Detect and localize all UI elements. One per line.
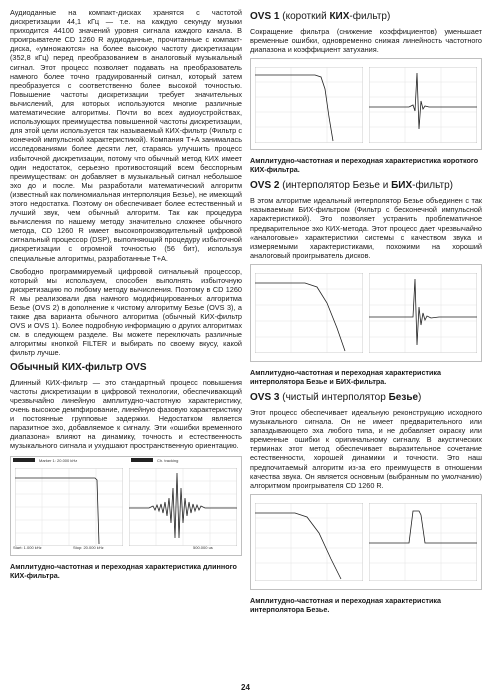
- plot-footer-start: Start: 1.000 kHz: [13, 545, 42, 551]
- ovs1-caption: Амплитудно-частотная и переходная характеристика короткого КИХ-фильтра.: [250, 156, 479, 175]
- ovs3-plot: [250, 494, 482, 590]
- ovs1-plot: [250, 58, 482, 150]
- ovs3-frequency-response: [255, 503, 363, 581]
- fir-frequency-response: [15, 468, 123, 546]
- plot-header-tracking: Ch. tracking: [157, 458, 179, 464]
- fir-plot: [10, 456, 242, 556]
- plot-footer-time: 500.000 us: [193, 545, 213, 551]
- ovs1-impulse-response: [369, 67, 477, 143]
- ovs2-paragraph: В этом алгоритме идеальный интерполятор Безье объединен с так называемым БИХ-фильтром (Фильтр с бесконечной импульсной характеристикой). Это позволяет устранить проблематичное предварительное эхо КИХ-метода. Этот процесс дает чрезвычайно «аналоговые» характеристики системы с качеством звука и измеряемыми характеристиками, похожими на хороший аналоговый проигрыватель дисков.: [250, 196, 482, 260]
- dsp-paragraph: Свободно программируемый цифровой сигнальный процессор, который мы используем, способен выполнять избыточную дискретизацию по любому методу вычисления. Поэтому в CD 1260 R мы реализовали два намного модифицированных алгоритма Безье (OVS 2) в дополнение к чистому алгоритму Безье (OVS 3), а также два варианта обычного алгоритма (обычный КИХ-фильтр OVS и OVS 1). Более подробную информацию о других алгоритмах см. в следующем разделе. Вы можете переключать различные алгоритмы кнопкой FILTER и выбирать по своему вкусу, какой фильтр лучше.: [10, 266, 242, 358]
- fir-impulse-response: [129, 468, 237, 546]
- section-heading-ovs3: OVS 3 (чистый интерполятор Безье): [250, 391, 422, 403]
- fir-caption: Амплитудно-частотная и переходная характеристика длинного КИХ-фильтра.: [10, 562, 237, 581]
- intro-paragraph: Аудиоданные на компакт-дисках хранятся с частотой дискретизации 44,1 кГц — т.е. на каждую секунду музыки приходится 44100 значений уровня сигнала каждого канала. В проигрывателе CD 1260 R аудиоданные, прочитанные с компакт-диска, «умножаются» на более высокую частоту дискретизации (352,8 кГц) перед преобразованием в аналоговый музыкальный сигнал. Этот процесс позволяет подавать на преобразователь намного более точно градуированный сигнал, который затем преобразуется с соответственно более высокой точностью. Повышение частоты дискретизации требует значительных вычислений, для которых используются многие различные математические алгоритмы. Почти во всех аудиоустройствах, использующих преимущества повышенной частоты дискретизации, для этой цели используется так называемый КИХ-фильтр (Фильтр с конечной импульсной характеристикой). Компания T+A занималась исследованиями более десяти лет, стараясь улучшить процесс избыточной дискретизации, потому что обычный метод КИХ имеет один недостаток, серьезно противостоящий всем бесспорным преимуществам: он добавляет в музыкальный сигнал небольшое эхо до и после. Мы разработали математический алгоритм (известный как полиномиальная интерполяция Безье), не имеющий этого недостатка. Поэтому он обеспечивает более естественный и лучший звук, чем обычный алгоритм. Так как процедура вычисления по нашему методу значительно сложнее обычного метода, CD 1260 R имеет высокопроизводительный цифровой сигнальный процессор (DSP), выполняющий процедуру избыточной дискретизации с огромной точностью (56 бит), используя специальные алгоритмы, разработанные T+A.: [10, 8, 242, 263]
- fir-paragraph: Длинный КИХ-фильтр — это стандартный процесс повышения частоты дискретизации в цифровой технологии, обеспечивающий чрезвычайно линейную амплитудно-частотную характеристику, очень высокое демпфирование, линейную фазовую характеристику и постоянные групповые задержки. Недостатком является паразитное эхо, добавляемое к сигналу. Эти «ошибки временного диапазона» влияют на динамику, точность и естественность музыкального сигнала и ухудшают пространственную ориентацию.: [10, 377, 242, 451]
- right-column: [250, 8, 482, 620]
- ovs2-impulse-response: [369, 273, 477, 353]
- ovs2-caption: Амплитудно-частотная и переходная характеристика интерполятора Безье и БИХ-фильтра.: [250, 367, 441, 386]
- plot-header-marker: Marker 1: 20.000 kHz: [39, 458, 78, 464]
- ovs1-paragraph: Сокращение фильтра (снижение коэффициентов) уменьшает временные ошибки, одновременно снижая линейность частотного диапазона и коэффициент затухания.: [250, 27, 482, 55]
- plot-footer-stop: Stop: 20.000 kHz: [73, 545, 104, 551]
- page-number: 24: [241, 683, 250, 692]
- section-heading-fir: Обычный КИХ-фильтр OVS: [10, 361, 147, 373]
- section-heading-ovs2: OVS 2 (интерполятор Безье и БИХ-фильтр): [250, 180, 453, 192]
- ovs2-frequency-response: [255, 273, 363, 353]
- section-heading-ovs1: OVS 1 (короткий КИХ-фильтр): [250, 11, 391, 22]
- ovs1-frequency-response: [255, 67, 363, 143]
- ovs2-plot: [250, 264, 482, 362]
- left-column: [10, 8, 242, 586]
- ovs3-impulse-response: [369, 503, 477, 581]
- ovs3-caption: Амплитудно-частотная и переходная характеристика интерполятора Безье.: [250, 595, 441, 614]
- ovs3-paragraph: Этот процесс обеспечивает идеальную реконструкцию исходного музыкального сигнала. Он не имеет предварительного или запаздывающего эха любого типа, и не добавляет окраску или временные ошибки к оригинальному сигналу. В акустических терминах этот метод обеспечивает выразительное сочетание естественности, хорошей динамики и точности. Это наш предпочитаемый алгоритм из-за его преимуществ в отношении качества звука. Он является основным (выбранным по умолчанию) алгоритмом проигрывателя CD 1260 R.: [250, 407, 482, 490]
